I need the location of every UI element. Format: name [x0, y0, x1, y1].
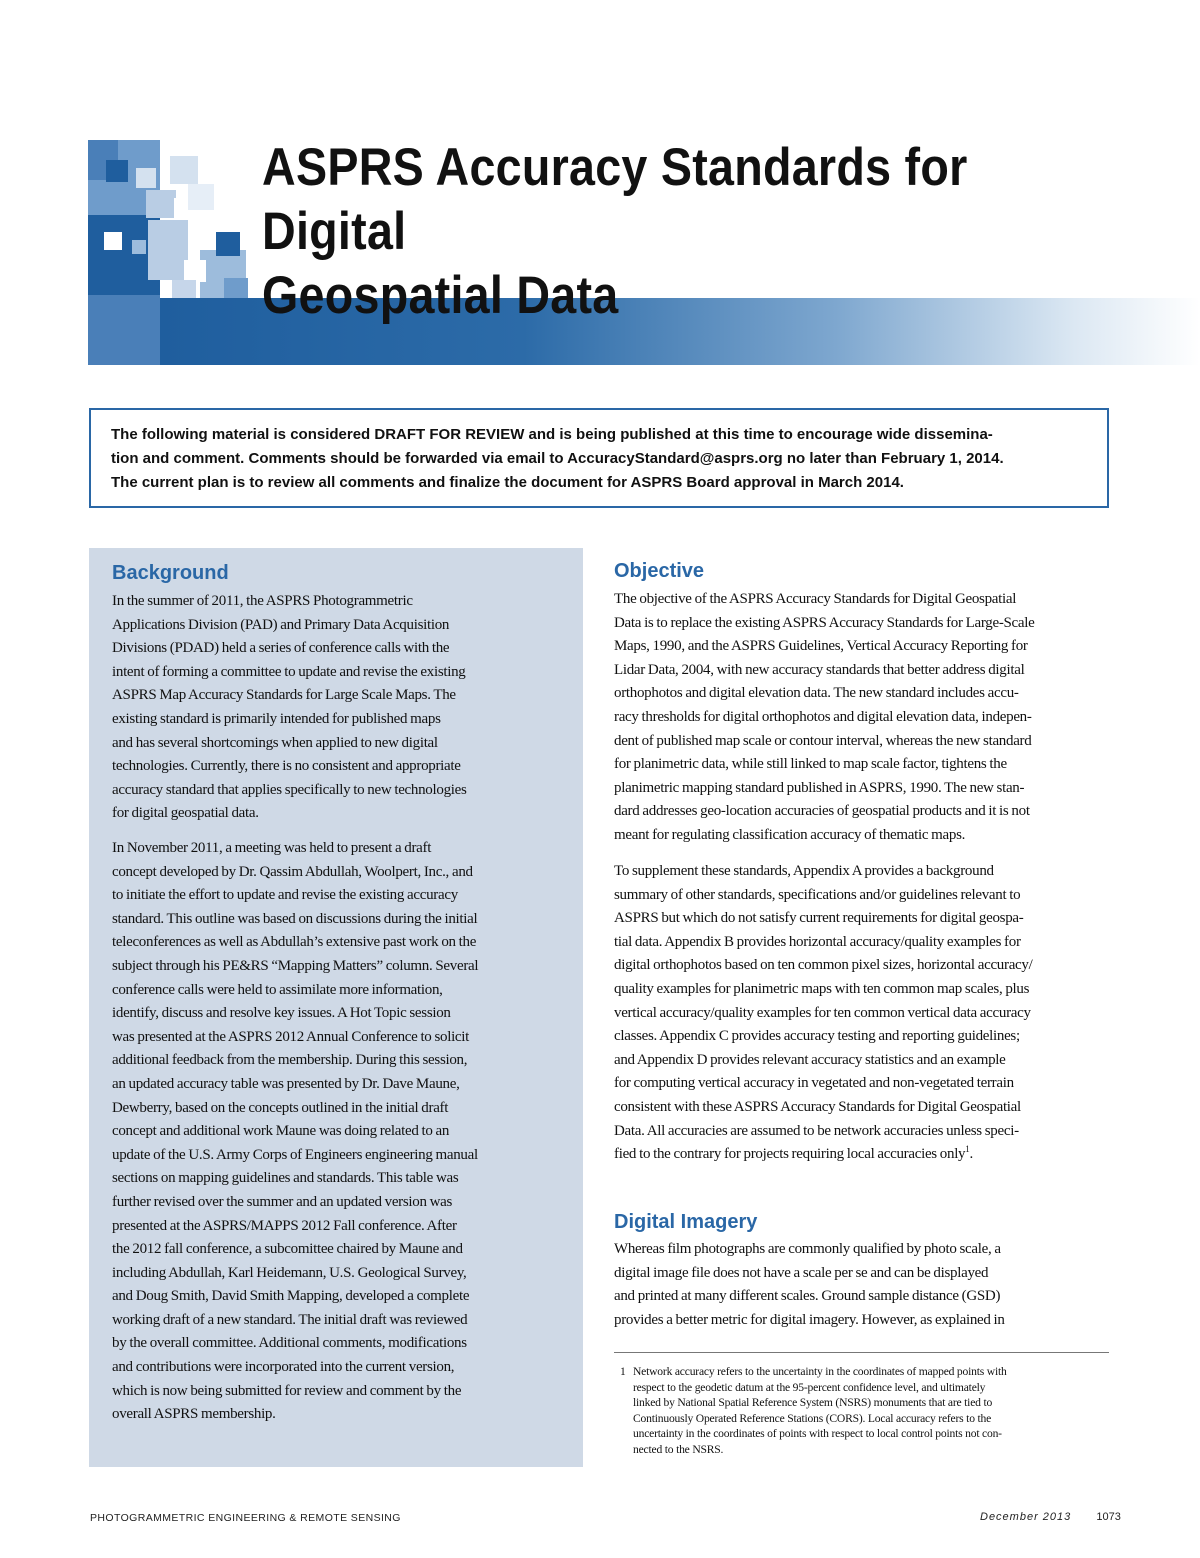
text-line: Whereas film photographs are commonly qualified by photo scale, a	[614, 1241, 1001, 1257]
text-line: standard. This outline was based on discussions during the initial	[112, 910, 478, 927]
text-line: overall ASPRS membership.	[112, 1406, 276, 1423]
text-line: update of the U.S. Army Corps of Engineers engineering manual	[112, 1146, 478, 1163]
text-line: digital orthophotos based on ten common pixel sizes, horizontal accuracy/	[614, 957, 1033, 974]
text-line: racy thresholds for digital orthophotos and digital elevation data, indepen-	[614, 708, 1032, 725]
text-line: digital image file does not have a scale per se and can be displayed	[614, 1264, 989, 1281]
text-line: Network accuracy refers to the uncertainty in the coordinates of mapped points with	[633, 1365, 1007, 1378]
page-title	[262, 136, 1054, 328]
text-line: the 2012 fall conference, a subcomittee chaired by Maune and	[112, 1241, 463, 1258]
title-line-1: ASPRS Accuracy Standards for Digital	[262, 138, 968, 261]
footer-page-number: 1073	[1096, 1511, 1121, 1523]
footnote	[620, 1364, 1110, 1457]
background-heading: Background	[112, 562, 229, 584]
draft-notice-line: The following material is considered DRAFT FOR REVIEW and is being published at this time to encourage wide dissemina-	[111, 426, 993, 443]
text-line: an updated accuracy table was presented by Dr. Dave Maune,	[112, 1075, 460, 1092]
text-line: Data. All accuracies are assumed to be network accuracies unless speci-	[614, 1122, 1019, 1139]
text-line: dard addresses geo-location accuracies of geospatial products and it is not	[614, 803, 1030, 820]
text-line: existing standard is primarily intended for published maps	[112, 710, 441, 727]
text-line: Divisions (PDAD) held a series of conference calls with the	[112, 640, 450, 657]
text-line: technologies. Currently, there is no consistent and appropriate	[112, 758, 461, 775]
text-line: for computing vertical accuracy in vegetated and non-vegetated terrain	[614, 1075, 1014, 1092]
digital-imagery-paragraph	[614, 1238, 1005, 1332]
text-line: The objective of the ASPRS Accuracy Standards for Digital Geospatial	[614, 591, 1017, 607]
text-line: concept and additional work Maune was doing related to an	[112, 1123, 450, 1140]
draft-notice-line: The current plan is to review all comments and finalize the document for ASPRS Board approval in March 2014.	[111, 474, 904, 491]
text-line: consistent with these ASPRS Accuracy Standards for Digital Geospatial	[614, 1098, 1021, 1115]
text-line: ASPRS Map Accuracy Standards for Large Scale Maps. The	[112, 687, 456, 704]
text-line: working draft of a new standard. The initial draft was reviewed	[112, 1311, 468, 1328]
objective-paragraph-1	[614, 588, 1035, 848]
text-line: Maps, 1990, and the ASPRS Guidelines, Vertical Accuracy Reporting for	[614, 638, 1028, 655]
title-line-2: Geospatial Data	[262, 266, 619, 325]
text-line: tial data. Appendix B provides horizontal accuracy/quality examples for	[614, 933, 1021, 950]
text-line: meant for regulating classification accuracy of thematic maps.	[614, 826, 966, 843]
text-line: conference calls were held to assimilate more information,	[112, 981, 443, 998]
objective-paragraph-2	[614, 860, 1032, 1167]
text-line: linked by National Spatial Reference System (NSRS) monuments that are tied to	[633, 1396, 993, 1409]
text-line: and Doug Smith, David Smith Mapping, developed a complete	[112, 1288, 470, 1305]
text-line: subject through his PE&RS “Mapping Matters” column. Several	[112, 957, 479, 974]
text-line: quality examples for planimetric maps with ten common map scales, plus	[614, 980, 1030, 997]
text-line: Dewberry, based on the concepts outlined in the initial draft	[112, 1099, 449, 1116]
text-line: orthophotos and digital elevation data. The new standard includes accu-	[614, 685, 1019, 702]
footnote-rule	[614, 1352, 1109, 1353]
text-line: by the overall committee. Additional comments, modifications	[112, 1335, 467, 1352]
text-line: Continuously Operated Reference Stations (CORS). Local accuracy refers to the	[633, 1411, 992, 1425]
text-line: was presented at the ASPRS 2012 Annual Conference to solicit	[112, 1028, 470, 1045]
text-line: In the summer of 2011, the ASPRS Photogrammetric	[112, 593, 413, 609]
text-line: identify, discuss and resolve key issues. A Hot Topic session	[112, 1005, 451, 1022]
text-line: nected to the NSRS.	[633, 1442, 724, 1456]
text-line: concept developed by Dr. Qassim Abdullah, Woolpert, Inc., and	[112, 863, 473, 880]
text-line: to initiate the effort to update and revise the existing accuracy	[112, 887, 458, 904]
text-line: planimetric mapping standard published in ASPRS, 1990. The new stan-	[614, 779, 1025, 796]
text-line: intent of forming a committee to update and revise the existing	[112, 663, 466, 680]
text-line: ASPRS but which do not satisfy current requirements for digital geospa-	[614, 910, 1024, 927]
text-line: for planimetric data, while still linked to map scale factor, tightens the	[614, 756, 1007, 773]
text-line: vertical accuracy/quality examples for ten common vertical data accuracy	[614, 1004, 1031, 1021]
background-paragraph-2	[112, 837, 478, 1427]
text-line: sections on mapping guidelines and standards. This table was	[112, 1170, 459, 1187]
text-line: In November 2011, a meeting was held to present a draft	[112, 840, 432, 856]
text-line: uncertainty in the coordinates of points with respect to local control points not con-	[633, 1427, 1002, 1440]
text-line: and contributions were incorporated into the current version,	[112, 1359, 455, 1376]
footer-month: December 2013	[980, 1511, 1072, 1523]
text-line: and has several shortcomings when applied to new digital	[112, 734, 438, 751]
text-line: for digital geospatial data.	[112, 805, 259, 822]
text-line: including Abdullah, Karl Heidemann, U.S. Geological Survey,	[112, 1264, 467, 1281]
text-line: and Appendix D provides relevant accuracy statistics and an example	[614, 1051, 1006, 1068]
text-line: Applications Division (PAD) and Primary Data Acquisition	[112, 616, 450, 633]
draft-notice-line: tion and comment. Comments should be forwarded via email to AccuracyStandard@asprs.org no later than February 1, 2014.	[111, 450, 1004, 467]
text-line: which is now being submitted for review and comment by the	[112, 1382, 462, 1399]
digital-imagery-heading: Digital Imagery	[614, 1211, 758, 1233]
background-paragraph-1	[112, 590, 467, 826]
draft-notice-box	[89, 408, 1109, 508]
text-line: and printed at many different scales. Ground sample distance (GSD)	[614, 1288, 1001, 1305]
footnote-number: 1	[620, 1365, 626, 1378]
footnote-reference: 1	[965, 1144, 970, 1155]
text-line: summary of other standards, specifications and/or guidelines relevant to	[614, 886, 1021, 903]
text-line: dent of published map scale or contour interval, whereas the new standard	[614, 732, 1032, 749]
text-line: respect to the geodetic datum at the 95-percent confidence level, and ultimately	[633, 1380, 986, 1394]
text-line: classes. Appendix C provides accuracy testing and reporting guidelines;	[614, 1028, 1020, 1045]
text-line: further revised over the summer and an updated version was	[112, 1193, 453, 1210]
text-line: fied to the contrary for projects requiring local accuracies only$^1$.	[614, 1144, 973, 1163]
text-line: Lidar Data, 2004, with new accuracy standards that better address digital	[614, 661, 1025, 678]
text-line: additional feedback from the membership. During this session,	[112, 1052, 468, 1069]
text-line: provides a better metric for digital imagery. However, as explained in	[614, 1311, 1005, 1328]
text-line: teleconferences as well as Abdullah’s extensive past work on the	[112, 934, 477, 951]
text-line: accuracy standard that applies specifically to new technologies	[112, 781, 467, 798]
footer-date-page	[980, 1511, 1121, 1523]
text-line: To supplement these standards, Appendix A provides a background	[614, 863, 994, 879]
objective-heading: Objective	[614, 560, 705, 582]
text-line: Data is to replace the existing ASPRS Accuracy Standards for Large-Scale	[614, 614, 1035, 631]
text-line: presented at the ASPRS/MAPPS 2012 Fall conference. After	[112, 1217, 457, 1234]
footer-journal-name: PHOTOGRAMMETRIC ENGINEERING & REMOTE SENSING	[90, 1512, 401, 1524]
